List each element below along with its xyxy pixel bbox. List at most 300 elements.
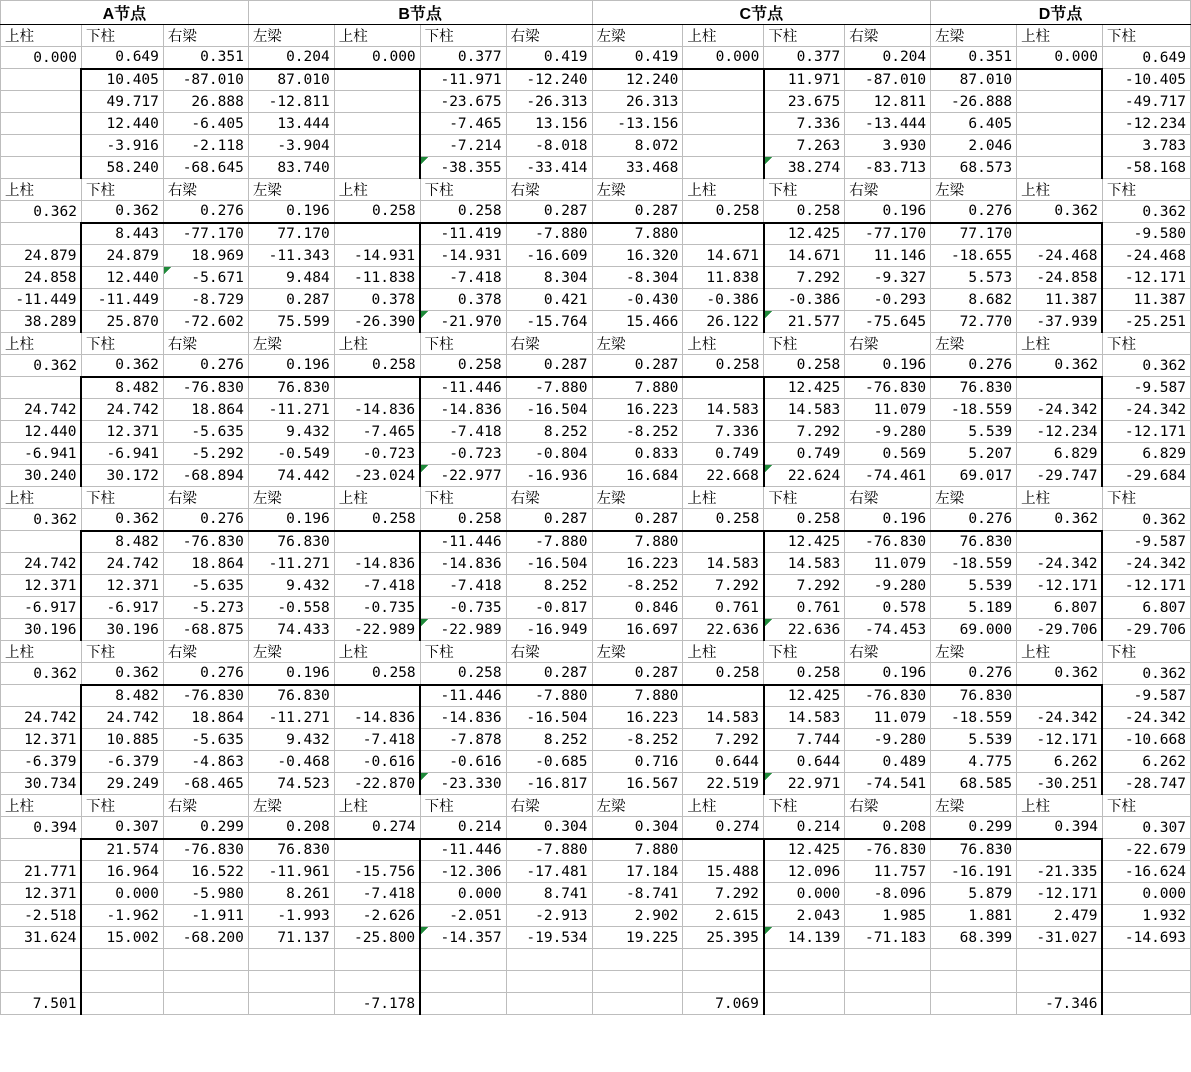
distribution-factor: 0.258	[764, 509, 845, 531]
moment-value: 58.240	[81, 157, 163, 179]
moment-value: -16.504	[506, 553, 592, 575]
moment-value: -12.234	[1017, 421, 1103, 443]
moment-value: 26.888	[163, 91, 248, 113]
distribution-factor: 0.208	[845, 817, 931, 839]
moment-value: 0.749	[683, 443, 764, 465]
column-label: 右梁	[506, 333, 592, 355]
moment-value: -76.830	[163, 839, 248, 861]
moment-value: -0.723	[334, 443, 420, 465]
footer-value: 7.501	[1, 993, 82, 1015]
moment-value: 11.146	[845, 245, 931, 267]
moment-value	[334, 157, 420, 179]
moment-value: -10.405	[1102, 69, 1190, 91]
moment-value: 14.583	[764, 553, 845, 575]
moment-row	[1, 267, 1191, 289]
moment-value	[1017, 135, 1103, 157]
moment-value: 8.482	[81, 377, 163, 399]
moment-value: -11.449	[81, 289, 163, 311]
moment-value: 12.425	[764, 531, 845, 553]
column-label: 上柱	[334, 795, 420, 817]
distribution-factor: 0.362	[1017, 509, 1103, 531]
moment-row	[1, 399, 1191, 421]
moment-value: -9.280	[845, 729, 931, 751]
moment-row	[1, 311, 1191, 333]
moment-value: -76.830	[845, 377, 931, 399]
moment-value	[683, 91, 764, 113]
moment-value: -71.183	[845, 927, 931, 949]
moment-value: -68.200	[163, 927, 248, 949]
column-label: 上柱	[1, 641, 82, 663]
distribution-factor: 0.362	[1017, 201, 1103, 223]
moment-value: -7.418	[334, 729, 420, 751]
column-label: 下柱	[764, 333, 845, 355]
moment-value: 5.539	[931, 421, 1017, 443]
footer-value	[1017, 971, 1103, 993]
moment-value: -24.858	[1017, 267, 1103, 289]
distribution-factor: 0.196	[845, 663, 931, 685]
distribution-factor: 0.276	[163, 509, 248, 531]
header-row	[1, 1, 1191, 25]
moment-value: -2.913	[506, 905, 592, 927]
distribution-factor: 0.377	[420, 47, 506, 69]
footer-value	[845, 993, 931, 1015]
moment-value: 8.682	[931, 289, 1017, 311]
moment-value: -38.355	[420, 157, 506, 179]
moment-value: 22.971	[764, 773, 845, 795]
label-row	[1, 487, 1191, 509]
moment-value: 68.399	[931, 927, 1017, 949]
moment-value: -6.941	[1, 443, 82, 465]
column-label: 左梁	[248, 795, 334, 817]
moment-value: -87.010	[163, 69, 248, 91]
footer-value	[81, 949, 163, 971]
distribution-factor: 0.276	[931, 355, 1017, 377]
moment-value: 7.880	[592, 223, 683, 245]
moment-value: 5.189	[931, 597, 1017, 619]
moment-value: 12.811	[845, 91, 931, 113]
moment-value: -2.626	[334, 905, 420, 927]
column-label: 左梁	[592, 25, 683, 47]
moment-value: -7.880	[506, 377, 592, 399]
moment-value: 7.880	[592, 839, 683, 861]
moment-value	[1, 685, 82, 707]
distribution-factor: 0.287	[592, 663, 683, 685]
footer-value	[592, 949, 683, 971]
moment-value: -16.504	[506, 707, 592, 729]
moment-value: -25.251	[1102, 311, 1190, 333]
moment-value: 12.240	[592, 69, 683, 91]
moment-value: 0.000	[420, 883, 506, 905]
column-label: 右梁	[163, 795, 248, 817]
moment-value: 8.482	[81, 531, 163, 553]
moment-value: -9.327	[845, 267, 931, 289]
moment-value: -7.418	[420, 575, 506, 597]
distribution-factor: 0.299	[931, 817, 1017, 839]
footer-value	[931, 971, 1017, 993]
moment-value: -2.118	[163, 135, 248, 157]
moment-value: -12.240	[506, 69, 592, 91]
footer-value	[1017, 949, 1103, 971]
moment-value: 74.523	[248, 773, 334, 795]
moment-value: 8.252	[506, 575, 592, 597]
moment-value: -8.096	[845, 883, 931, 905]
moment-value: -68.645	[163, 157, 248, 179]
distribution-factor: 0.258	[683, 201, 764, 223]
moment-value: -6.917	[81, 597, 163, 619]
distribution-factor-row	[1, 509, 1191, 531]
moment-value: 26.313	[592, 91, 683, 113]
moment-value: 2.043	[764, 905, 845, 927]
distribution-factor: 0.258	[683, 663, 764, 685]
moment-value: -0.558	[248, 597, 334, 619]
moment-value	[1, 157, 82, 179]
moment-value	[1, 377, 82, 399]
moment-value: 11.387	[1017, 289, 1103, 311]
moment-value: 9.432	[248, 575, 334, 597]
moment-value: -22.989	[420, 619, 506, 641]
column-label: 下柱	[420, 641, 506, 663]
distribution-factor: 0.362	[1102, 509, 1190, 531]
moment-value	[334, 135, 420, 157]
column-label: 左梁	[931, 25, 1017, 47]
moment-value: -9.587	[1102, 531, 1190, 553]
moment-value: -7.465	[334, 421, 420, 443]
moment-value	[1, 113, 82, 135]
moment-value	[1017, 377, 1103, 399]
moment-value: -31.027	[1017, 927, 1103, 949]
moment-value: 25.870	[81, 311, 163, 333]
moment-row	[1, 685, 1191, 707]
moment-value: 24.742	[81, 553, 163, 575]
column-label: 左梁	[592, 641, 683, 663]
moment-value: -29.684	[1102, 465, 1190, 487]
column-label: 下柱	[81, 179, 163, 201]
moment-value: -6.379	[1, 751, 82, 773]
column-label: 上柱	[1017, 795, 1103, 817]
distribution-factor: 0.287	[592, 201, 683, 223]
moment-value: -7.880	[506, 531, 592, 553]
moment-value: -17.481	[506, 861, 592, 883]
moment-row	[1, 729, 1191, 751]
footer-value	[163, 971, 248, 993]
column-label: 下柱	[420, 179, 506, 201]
moment-value: -7.880	[506, 685, 592, 707]
column-label: 下柱	[764, 487, 845, 509]
moment-value: 2.046	[931, 135, 1017, 157]
moment-value: -7.214	[420, 135, 506, 157]
moment-value: 0.761	[764, 597, 845, 619]
moment-value: 15.466	[592, 311, 683, 333]
moment-value	[683, 69, 764, 91]
moment-value	[683, 135, 764, 157]
column-label: 左梁	[931, 641, 1017, 663]
distribution-factor: 0.362	[1, 509, 82, 531]
moment-value: -12.306	[420, 861, 506, 883]
distribution-factor-row	[1, 201, 1191, 223]
footer-value	[1102, 971, 1190, 993]
distribution-factor: 0.258	[764, 201, 845, 223]
moment-value: -7.418	[420, 267, 506, 289]
moment-value: 14.583	[764, 707, 845, 729]
moment-value: 9.432	[248, 421, 334, 443]
moment-row	[1, 113, 1191, 135]
moment-value: -13.444	[845, 113, 931, 135]
moment-value: 13.156	[506, 113, 592, 135]
moment-value: 11.757	[845, 861, 931, 883]
column-label: 右梁	[845, 333, 931, 355]
moment-value: 21.577	[764, 311, 845, 333]
moment-row	[1, 927, 1191, 949]
moment-value: -16.817	[506, 773, 592, 795]
distribution-factor: 0.276	[163, 201, 248, 223]
distribution-factor: 0.196	[248, 355, 334, 377]
column-label: 上柱	[1, 179, 82, 201]
moment-value: 14.583	[683, 399, 764, 421]
distribution-factor: 0.258	[420, 509, 506, 531]
moment-value: 16.684	[592, 465, 683, 487]
footer-value: -7.178	[334, 993, 420, 1015]
label-row	[1, 333, 1191, 355]
moment-value: -5.635	[163, 729, 248, 751]
moment-value: -24.342	[1017, 553, 1103, 575]
moment-value: 0.833	[592, 443, 683, 465]
moment-value: -9.587	[1102, 377, 1190, 399]
moment-value: 77.170	[931, 223, 1017, 245]
moment-value: -22.977	[420, 465, 506, 487]
column-label: 上柱	[683, 25, 764, 47]
moment-value: -11.271	[248, 553, 334, 575]
moment-value: 0.749	[764, 443, 845, 465]
footer-value	[506, 971, 592, 993]
distribution-factor: 0.258	[420, 355, 506, 377]
distribution-factor: 0.258	[764, 355, 845, 377]
moment-value: -77.170	[845, 223, 931, 245]
distribution-factor: 0.394	[1, 817, 82, 839]
moment-value: -1.962	[81, 905, 163, 927]
footer-value	[845, 971, 931, 993]
moment-value: 76.830	[931, 377, 1017, 399]
moment-value: 16.522	[163, 861, 248, 883]
moment-value: 69.017	[931, 465, 1017, 487]
moment-value: 12.440	[81, 267, 163, 289]
moment-row	[1, 905, 1191, 927]
column-label: 上柱	[334, 333, 420, 355]
distribution-factor: 0.299	[163, 817, 248, 839]
moment-value: 5.539	[931, 729, 1017, 751]
moment-value: 24.858	[1, 267, 82, 289]
moment-value: -0.735	[334, 597, 420, 619]
distribution-factor: 0.196	[845, 355, 931, 377]
moment-value: -11.449	[1, 289, 82, 311]
moment-value: 12.371	[81, 421, 163, 443]
moment-value	[334, 91, 420, 113]
footer-value	[81, 993, 163, 1015]
moment-value: -28.747	[1102, 773, 1190, 795]
moment-value: -7.465	[420, 113, 506, 135]
column-label: 左梁	[931, 333, 1017, 355]
moment-value: 8.482	[81, 685, 163, 707]
moment-value	[1017, 113, 1103, 135]
footer-value	[420, 993, 506, 1015]
node-header-b: B节点	[248, 1, 592, 25]
distribution-factor: 0.351	[163, 47, 248, 69]
moment-value: 7.263	[764, 135, 845, 157]
moment-value: 24.879	[81, 245, 163, 267]
moment-value: -76.830	[163, 377, 248, 399]
column-label: 左梁	[248, 179, 334, 201]
distribution-factor: 0.362	[81, 355, 163, 377]
distribution-factor: 0.258	[420, 663, 506, 685]
moment-value: -16.504	[506, 399, 592, 421]
distribution-factor: 0.274	[683, 817, 764, 839]
moment-value: 9.432	[248, 729, 334, 751]
moment-value: -68.465	[163, 773, 248, 795]
moment-value: -12.171	[1017, 883, 1103, 905]
footer-value	[163, 949, 248, 971]
column-label: 上柱	[683, 795, 764, 817]
column-label: 右梁	[163, 641, 248, 663]
moment-value: 11.387	[1102, 289, 1190, 311]
moment-value: -5.980	[163, 883, 248, 905]
moment-value: -58.168	[1102, 157, 1190, 179]
moment-value: 3.783	[1102, 135, 1190, 157]
distribution-factor: 0.276	[163, 663, 248, 685]
column-label: 右梁	[845, 795, 931, 817]
moment-value: 22.636	[683, 619, 764, 641]
moment-value: -14.836	[420, 553, 506, 575]
distribution-factor: 0.274	[334, 817, 420, 839]
moment-value: 22.636	[764, 619, 845, 641]
moment-value: 1.985	[845, 905, 931, 927]
moment-value: 8.443	[81, 223, 163, 245]
moment-value: 0.489	[845, 751, 931, 773]
moment-value: -0.430	[592, 289, 683, 311]
moment-value: -11.419	[420, 223, 506, 245]
moment-value: -11.446	[420, 377, 506, 399]
moment-value: -8.252	[592, 729, 683, 751]
moment-value: 5.573	[931, 267, 1017, 289]
column-label: 右梁	[506, 795, 592, 817]
moment-value: 31.624	[1, 927, 82, 949]
moment-value: -0.735	[420, 597, 506, 619]
moment-row	[1, 773, 1191, 795]
moment-value: 0.421	[506, 289, 592, 311]
moment-value: -11.446	[420, 839, 506, 861]
footer-value	[248, 949, 334, 971]
column-label: 下柱	[764, 795, 845, 817]
moment-value: -13.156	[592, 113, 683, 135]
footer-value	[420, 949, 506, 971]
distribution-factor: 0.258	[764, 663, 845, 685]
distribution-factor: 0.419	[506, 47, 592, 69]
column-label: 上柱	[1, 487, 82, 509]
moment-value: 18.969	[163, 245, 248, 267]
moment-value: -12.811	[248, 91, 334, 113]
moment-value	[1017, 91, 1103, 113]
moment-value: 7.336	[683, 421, 764, 443]
footer-value	[845, 949, 931, 971]
moment-value: -77.170	[163, 223, 248, 245]
column-label: 上柱	[334, 179, 420, 201]
column-label: 左梁	[248, 333, 334, 355]
moment-row	[1, 421, 1191, 443]
moment-value	[334, 223, 420, 245]
moment-row	[1, 245, 1191, 267]
moment-value: 0.000	[81, 883, 163, 905]
distribution-factor: 0.362	[1, 355, 82, 377]
column-label: 右梁	[163, 179, 248, 201]
moment-value: -68.875	[163, 619, 248, 641]
column-label: 下柱	[1102, 333, 1190, 355]
moment-value: 0.000	[764, 883, 845, 905]
column-label: 上柱	[1017, 25, 1103, 47]
column-label: 下柱	[420, 25, 506, 47]
moment-value	[1017, 531, 1103, 553]
column-label: 下柱	[81, 333, 163, 355]
moment-row	[1, 839, 1191, 861]
moment-value: 7.336	[764, 113, 845, 135]
moment-value: -5.292	[163, 443, 248, 465]
node-header-c: C节点	[592, 1, 931, 25]
moment-value: 13.444	[248, 113, 334, 135]
distribution-factor: 0.276	[931, 201, 1017, 223]
moment-value: 7.880	[592, 377, 683, 399]
moment-row	[1, 91, 1191, 113]
node-header-d: D节点	[931, 1, 1191, 25]
moment-value: 7.292	[764, 575, 845, 597]
moment-row	[1, 377, 1191, 399]
column-label: 左梁	[592, 179, 683, 201]
footer-value: -7.346	[1017, 993, 1103, 1015]
footer-value	[248, 971, 334, 993]
column-label: 上柱	[1017, 179, 1103, 201]
footer-value	[506, 949, 592, 971]
moment-value: 16.223	[592, 553, 683, 575]
moment-value: -18.559	[931, 399, 1017, 421]
moment-value	[334, 377, 420, 399]
moment-value: -14.836	[334, 399, 420, 421]
moment-value: -8.304	[592, 267, 683, 289]
distribution-factor: 0.196	[248, 509, 334, 531]
moment-value: 0.569	[845, 443, 931, 465]
moment-value: -7.418	[420, 421, 506, 443]
moment-value: -7.418	[334, 575, 420, 597]
moment-value: 14.583	[764, 399, 845, 421]
moment-value: -14.931	[334, 245, 420, 267]
moment-value: -21.335	[1017, 861, 1103, 883]
moment-value	[1017, 157, 1103, 179]
moment-value: 10.885	[81, 729, 163, 751]
column-label: 下柱	[81, 795, 163, 817]
column-label: 左梁	[931, 795, 1017, 817]
moment-value: 30.240	[1, 465, 82, 487]
moment-value: 15.488	[683, 861, 764, 883]
column-label: 左梁	[592, 333, 683, 355]
moment-row	[1, 289, 1191, 311]
moment-value: 12.425	[764, 685, 845, 707]
moment-value: 12.371	[81, 575, 163, 597]
distribution-factor: 0.362	[1102, 663, 1190, 685]
distribution-factor: 0.362	[1, 663, 82, 685]
moment-value: 6.262	[1017, 751, 1103, 773]
column-label: 上柱	[334, 25, 420, 47]
moment-value: 2.479	[1017, 905, 1103, 927]
moment-value: 76.830	[248, 685, 334, 707]
column-label: 下柱	[1102, 25, 1190, 47]
moment-value: 11.079	[845, 707, 931, 729]
moment-value: -76.830	[845, 531, 931, 553]
label-row	[1, 179, 1191, 201]
